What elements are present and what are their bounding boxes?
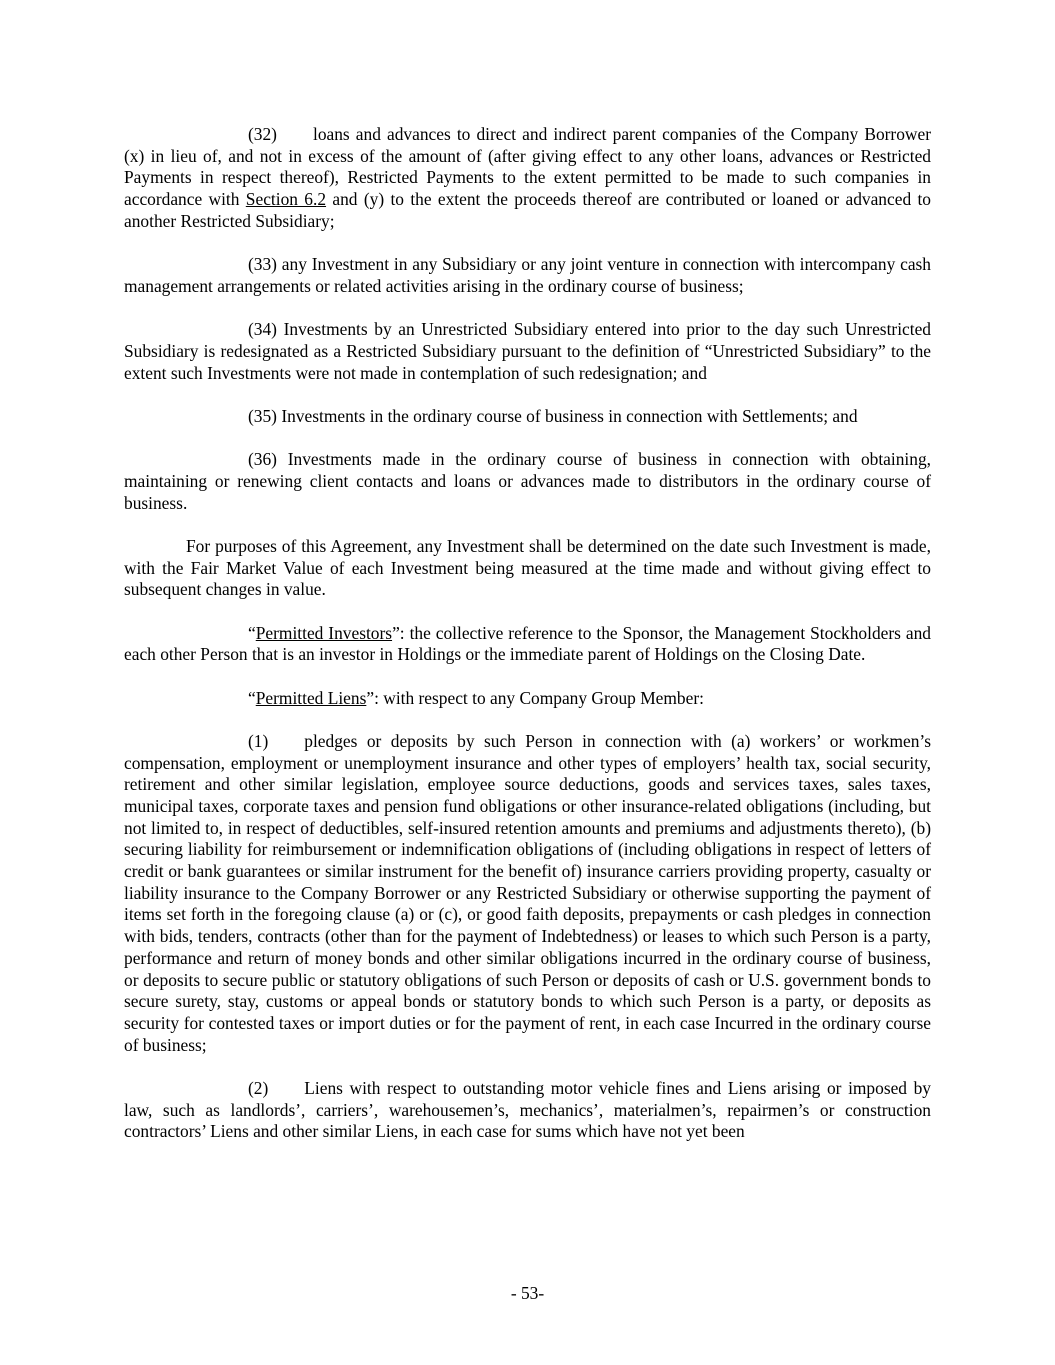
definition-text: the collective reference to the Sponsor, the Management Stockholders and each other Person that is an investor in Holdings or the immediate parent of Holdings on the Closing Date.	[124, 622, 931, 665]
clause-text: pledges or deposits by such Person in connection with (a) workers’ or workmen’s compensation, employment or unemployment insurance and other types of employers’ health tax, social security, retirement and other similar legislation, employee source deductions, goods and services taxes, sales taxes, municipal taxes, corporate taxes and pension fund obligations or other insurance-related obligations (including, but not limited to, in respect of deductibles, self-insured retention amounts and premiums and adjustments thereto), (b) securing liability for reimbursement or indemnification obligations of (including obligations in respect of letters of credit or bank guarantees or similar instrument for the benefit of) insurance carriers providing property, casualty or liability insurance to the Company Borrower or any Restricted Subsidiary or otherwise supporting the payment of items set forth in the foregoing clause (a) or (c), or good faith deposits, prepayments or cash pledges in connection with bids, tenders, contracts (other than for the payment of Indebtedness) or leases to which such Person is a party, performance and return of money bonds and other similar obligations incurred in the ordinary course of business, or deposits to secure public or statutory obligations of such Person or deposits of cash or U.S. government bonds to secure surety, stay, customs or appeal bonds or statutory bonds to which such Person is a party, or deposits as security for contested taxes or import duties or for the payment of rent, in each case Incurred in the ordinary course of business;	[124, 730, 931, 1055]
close-quote: ”:	[392, 622, 405, 643]
clause-text-continued: and (y) to the extent the proceeds thereof are contributed or loaned or advanced to another Restricted Subsidiary;	[124, 189, 932, 231]
permitted-investors-definition	[124, 623, 931, 666]
defined-term: Permitted Investors	[255, 622, 393, 643]
purposes-paragraph: For purposes of this Agreement, any Investment shall be determined on the date such Investment is made, with the Fair Market Value of each Investment being measured at the time made and without giving effect to subsequent changes in value.	[124, 535, 931, 600]
definition-text: with respect to any Company Group Member:	[378, 687, 704, 708]
lien-clause-2	[124, 1078, 931, 1143]
open-quote: “	[248, 687, 256, 708]
clause-35: (35) Investments in the ordinary course of business in connection with Settlements; and	[248, 405, 858, 426]
clause-text: loans and advances to direct and indirect parent companies of the Company Borrower (x) in lieu of, and not in excess of the amount of (after giving effect to any other loans, advances or Restricted Payments in respect thereof), Restricted Payments to the extent permitted to be made to such companies in accordance with	[124, 124, 931, 210]
clause-33: (33) any Investment in any Subsidiary or any joint venture in connection with intercompany cash management arrangements or related activities arising in the ordinary course of business;	[124, 254, 931, 296]
lien-clause-1	[124, 731, 931, 1057]
clause-number: (1)	[248, 730, 269, 751]
page-number: - 53-	[510, 1283, 545, 1303]
section-reference-link[interactable]: Section 6.2	[245, 189, 327, 210]
clause-36: (36) Investments made in the ordinary course of business in connection with obtaining, maintaining or renewing client contacts and loans or advances made to distributors in the ordinary course of business.	[124, 449, 931, 513]
clause-number: (2)	[248, 1077, 269, 1098]
open-quote: “	[248, 622, 256, 643]
clause-text: Liens with respect to outstanding motor vehicle fines and Liens arising or imposed by law, such as landlords’, carriers’, warehousemen’s, mechanics’, materialmen’s, repairmen’s or construction contractors’ Liens and other similar Liens, in each case for sums which have not yet been	[124, 1077, 931, 1142]
clause-32	[124, 124, 931, 233]
document-page	[124, 124, 931, 1165]
clause-number: (32)	[248, 124, 277, 144]
clause-34: (34) Investments by an Unrestricted Subsidiary entered into prior to the day such Unrestricted Subsidiary is redesignated as a Restricted Subsidiary pursuant to the definition of “Unrestricted Subsidiary” to the extent such Investments were not made in contemplation of such redesignation; and	[124, 319, 931, 383]
close-quote: ”:	[366, 687, 379, 708]
defined-term: Permitted Liens	[255, 687, 367, 708]
permitted-liens-definition	[124, 688, 931, 710]
